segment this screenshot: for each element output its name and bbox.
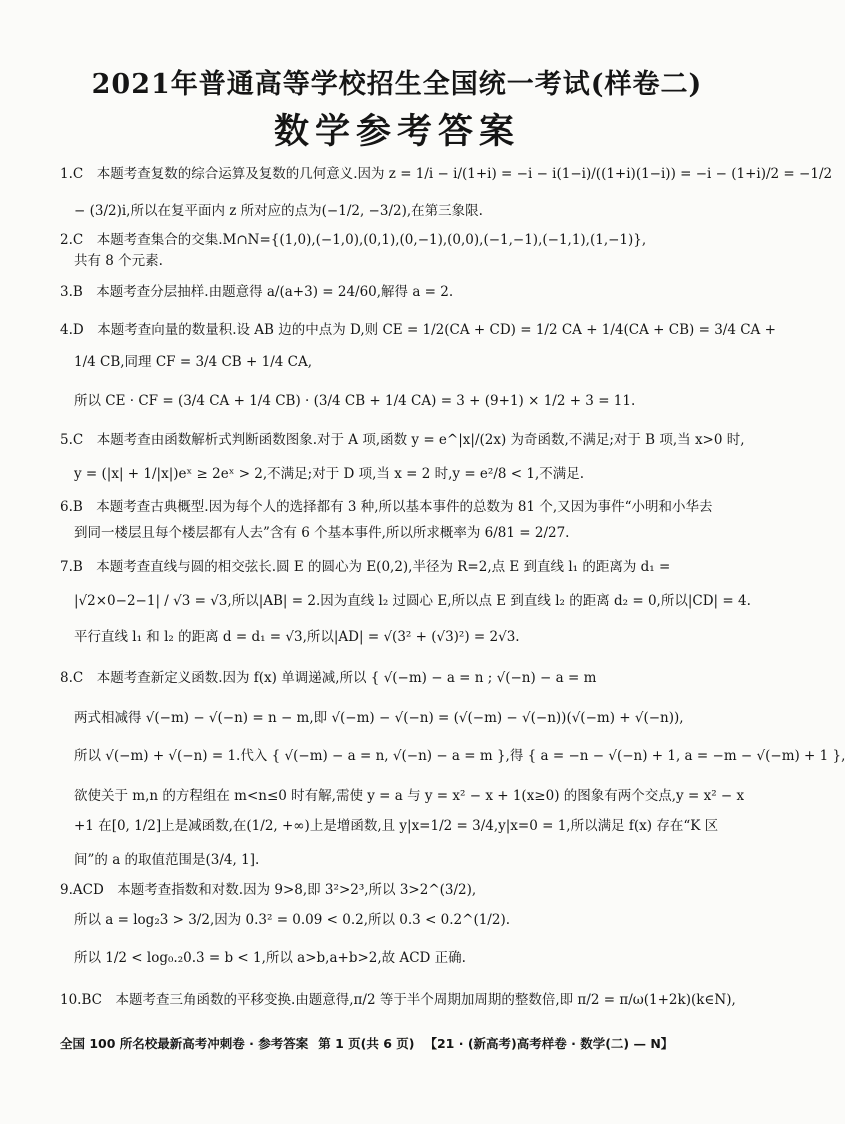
answer-10-line-1: 10.BC 本题考查三角函数的平移变换.由题意得,π/2 等于半个周期加周期的整数倍,即 π/2 = π/ω(1+2k)(k∈N), — [60, 992, 736, 1008]
footer-series: 全国 100 所名校最新高考冲刺卷 · 参考答案 — [60, 1036, 309, 1051]
answer-8-line-5: +1 在[0, 1/2]上是减函数,在(1/2, +∞)上是增函数,且 y|x=1/2 = 3/4,y|x=0 = 1,所以满足 f(x) 存在“K 区 — [74, 818, 719, 834]
answer-6-line-2: 到同一楼层且每个楼层都有人去”含有 6 个基本事件,所以所求概率为 6/81 = 2/27. — [74, 525, 570, 541]
answer-5-line-2: y = (|x| + 1/|x|)eˣ ≥ 2eˣ > 2,不满足;对于 D 项,当 x = 2 时,y = e²/8 < 1,不满足. — [74, 466, 585, 482]
answer-4-line-2: 1/4 CB,同理 CF = 3/4 CB + 1/4 CA, — [74, 354, 312, 370]
answer-1-line-1: 1.C 本题考查复数的综合运算及复数的几何意义.因为 z = 1/i − i/(1+i) = −i − i(1−i)/((1+i)(1−i)) = −i − (1+i)/2 = −1/2 — [60, 166, 833, 182]
answer-8-line-1: 8.C 本题考查新定义函数.因为 f(x) 单调递减,所以 { √(−m) − a = n ; √(−n) − a = m — [60, 670, 597, 686]
answer-2-line-1: 2.C 本题考查集合的交集.M∩N={(1,0),(−1,0),(0,1),(0,−1),(0,0),(−1,−1),(−1,1),(1,−1)}, — [60, 232, 647, 248]
answer-8-line-2: 两式相减得 √(−m) − √(−n) = n − m,即 √(−m) − √(−n) = (√(−m) − √(−n))(√(−m) + √(−n)), — [74, 710, 684, 726]
answer-9-line-1: 9.ACD 本题考查指数和对数.因为 9>8,即 3²>2³,所以 3>2^(3/2), — [60, 882, 477, 898]
answer-7-line-2: |√2×0−2−1| / √3 = √3,所以|AB| = 2.因为直线 l₂ 过圆心 E,所以点 E 到直线 l₂ 的距离 d₂ = 0,所以|CD| = 4. — [74, 593, 751, 609]
answer-7-line-1: 7.B 本题考查直线与圆的相交弦长.圆 E 的圆心为 E(0,2),半径为 R=2,点 E 到直线 l₁ 的距离为 d₁ = — [60, 559, 671, 575]
answer-8-line-6: 间”的 a 的取值范围是(3/4, 1]. — [74, 852, 260, 868]
answer-4-line-3: 所以 CE · CF = (3/4 CA + 1/4 CB) · (3/4 CB + 1/4 CA) = 3 + (9+1) × 1/2 + 3 = 11. — [74, 393, 636, 409]
answer-3-line-1: 3.B 本题考查分层抽样.由题意得 a/(a+3) = 24/60,解得 a = 2. — [60, 284, 454, 300]
answer-2-line-2: 共有 8 个元素. — [74, 253, 163, 269]
footer-code: 【21 · (新高考)高考样卷 · 数学(二) — N】 — [424, 1036, 674, 1051]
page-footer — [60, 1034, 760, 1052]
answer-1-line-2: − (3/2)i,所以在复平面内 z 所对应的点为(−1/2, −3/2),在第三象限. — [74, 203, 483, 219]
answer-heading: 数学参考答案 — [273, 111, 520, 152]
answer-6-line-1: 6.B 本题考查古典概型.因为每个人的选择都有 3 种,所以基本事件的总数为 81 个,又因为事件“小明和小华去 — [60, 499, 713, 515]
page-number: 第 1 页(共 6 页) — [318, 1036, 415, 1051]
answer-8-line-4: 欲使关于 m,n 的方程组在 m<n≤0 时有解,需使 y = a 与 y = x² − x + 1(x≥0) 的图象有两个交点,y = x² − x — [74, 788, 745, 804]
answer-5-line-1: 5.C 本题考查由函数解析式判断函数图象.对于 A 项,函数 y = e^|x|/(2x) 为奇函数,不满足;对于 B 项,当 x>0 时, — [60, 432, 745, 448]
answer-4-line-1: 4.D 本题考查向量的数量积.设 AB 边的中点为 D,则 CE = 1/2(CA + CD) = 1/2 CA + 1/4(CA + CB) = 3/4 CA + — [60, 322, 776, 338]
answer-8-line-3: 所以 √(−m) + √(−n) = 1.代入 { √(−m) − a = n, √(−n) − a = m },得 { a = −n − √(−n) + 1, a = −m − √(−m) + 1 }, — [74, 748, 845, 764]
answer-7-line-3: 平行直线 l₁ 和 l₂ 的距离 d = d₁ = √3,所以|AD| = √(3² + (√3)²) = 2√3. — [74, 629, 520, 645]
answer-9-line-3: 所以 1/2 < log₀.₂0.3 = b < 1,所以 a>b,a+b>2,故 ACD 正确. — [74, 950, 466, 966]
answer-9-line-2: 所以 a = log₂3 > 3/2,因为 0.3² = 0.09 < 0.2,所以 0.3 < 0.2^(1/2). — [74, 912, 511, 928]
exam-title: 2021年普通高等学校招生全国统一考试(样卷二) — [91, 69, 703, 100]
